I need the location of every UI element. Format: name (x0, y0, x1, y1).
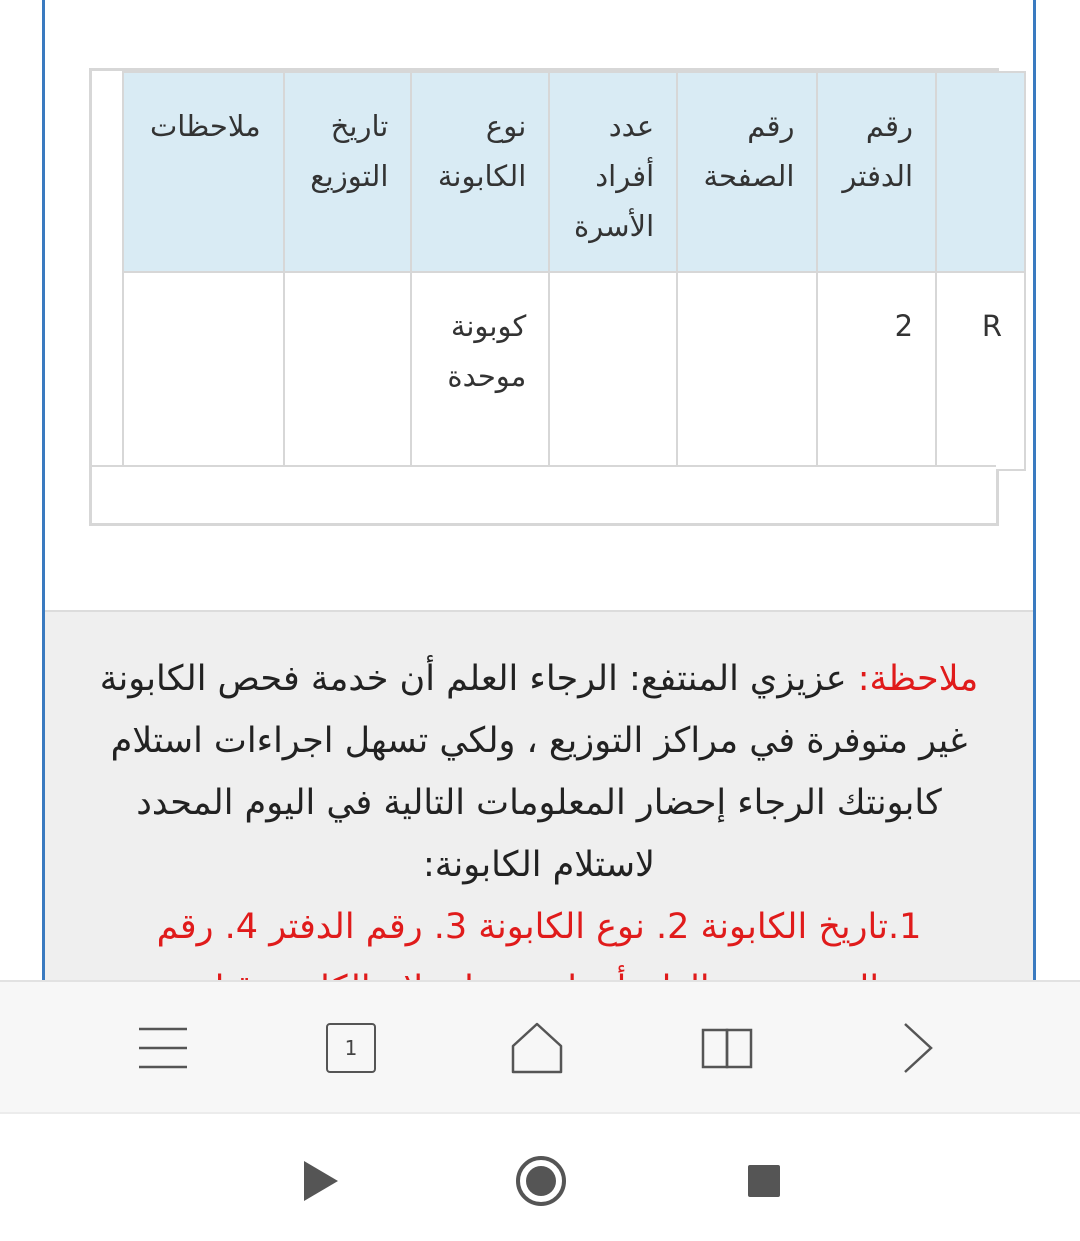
stop-icon (747, 1164, 781, 1198)
notice-body: عزيزي المنتفع: الرجاء العلم أن خدمة فحص الكابونة غير متوفرة في مراكز التوزيع ، ولكي تسهل اجراءات استلام كابونتك الرجاء إحضار المعلومات التالية في اليوم المحدد لاستلام الكابونة: (99, 659, 968, 885)
bookmarks-button[interactable] (687, 1012, 767, 1084)
cell-distribution-date (284, 272, 412, 470)
stop-button[interactable] (729, 1146, 799, 1216)
play-button[interactable] (285, 1146, 355, 1216)
tab-count: 1 (344, 1036, 358, 1060)
header-notes: ملاحظات (123, 72, 284, 272)
table-header-row (123, 72, 1025, 272)
record-icon (514, 1154, 568, 1208)
chevron-right-icon (897, 1020, 937, 1076)
home-button[interactable] (497, 1012, 577, 1084)
web-page-content (42, 0, 1036, 980)
tab-count-icon (326, 1023, 376, 1073)
table-row (123, 272, 1025, 470)
browser-bottom-toolbar (0, 980, 1080, 1112)
tabs-button[interactable] (311, 1012, 391, 1084)
header-notebook-no: رقم الدفتر (817, 72, 936, 272)
header-coupon-type: نوع الكابونة (411, 72, 549, 272)
header-distribution-date: تاريخ التوزيع (284, 72, 412, 272)
notice-box (45, 610, 1033, 1010)
system-navigation-bar (0, 1112, 1080, 1241)
forward-button[interactable] (877, 1012, 957, 1084)
cell-family-members (549, 272, 677, 470)
coupon-table (122, 71, 1026, 471)
cell-cut-off: R (936, 272, 1025, 470)
play-icon (300, 1159, 340, 1203)
book-icon (700, 1025, 754, 1071)
notice-required-info-list: 1.تاريخ الكابونة 2. نوع الكابونة 3. رقم الدفتر 4. رقم (156, 907, 922, 947)
home-icon (509, 1020, 565, 1076)
cell-coupon-type: كوبونة موحدة (411, 272, 549, 470)
cell-page-no (677, 272, 817, 470)
record-button[interactable] (506, 1146, 576, 1216)
hamburger-menu-icon (137, 1025, 189, 1071)
menu-button[interactable] (123, 1012, 203, 1084)
header-cut-off (936, 72, 1025, 272)
table-empty-row (92, 465, 996, 523)
header-family-members: عدد أفراد الأسرة (549, 72, 677, 272)
coupon-table-container[interactable] (89, 68, 1002, 526)
cell-notebook-no: 2 (817, 272, 936, 470)
cell-notes (123, 272, 284, 470)
notice-label: ملاحظة: (857, 659, 979, 699)
header-page-no: رقم الصفحة (677, 72, 817, 272)
